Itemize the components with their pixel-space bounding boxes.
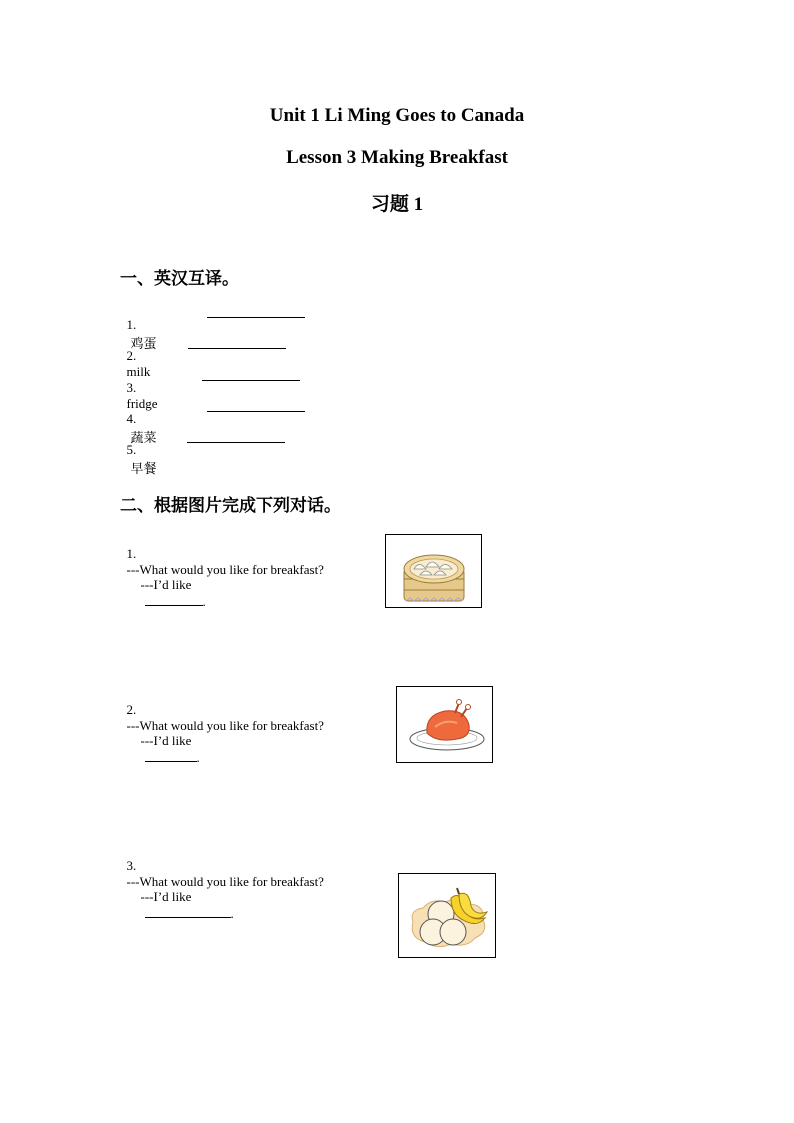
lesson-title: Lesson 3 Making Breakfast	[286, 147, 508, 168]
answer-blank-2[interactable]	[188, 336, 286, 349]
answer-blank-q1[interactable]	[145, 593, 203, 606]
question-number: 1.	[126, 546, 137, 561]
answer-blank-4[interactable]	[207, 399, 305, 412]
item-text: fridge	[126, 396, 158, 411]
answer-end: .	[196, 750, 200, 765]
answer-blank-q3[interactable]	[145, 905, 231, 918]
item-number: 2.	[126, 348, 137, 363]
question-number: 3.	[126, 858, 137, 873]
item-number: 5.	[126, 442, 137, 457]
answer-blank-1[interactable]	[207, 305, 305, 318]
item-number: 4.	[126, 411, 137, 426]
picture-bread-bananas	[398, 873, 496, 958]
picture-dumplings	[385, 534, 482, 608]
picture-roast-chicken	[396, 686, 493, 763]
question-text: ---What would you like for breakfast?	[126, 874, 324, 889]
answer-prefix: ---I’d like	[140, 577, 192, 592]
item-text: milk	[126, 364, 151, 379]
bread-bananas-icon	[399, 874, 497, 959]
roast-chicken-icon	[397, 687, 494, 764]
item-text: 早餐	[130, 461, 157, 476]
item-number: 3.	[126, 380, 137, 395]
question-text: ---What would you like for breakfast?	[126, 562, 324, 577]
dialogue-answer-1	[134, 561, 206, 610]
question-number: 2.	[126, 702, 137, 717]
answer-prefix: ---I’d like	[140, 889, 192, 904]
question-text: ---What would you like for breakfast?	[126, 718, 324, 733]
answer-blank-5[interactable]	[187, 430, 285, 443]
answer-blank-3[interactable]	[202, 368, 300, 381]
translation-item-5	[120, 426, 157, 477]
section1-heading: 一、英汉互译。	[120, 269, 239, 288]
answer-blank-q2[interactable]	[145, 749, 197, 762]
item-number: 1.	[126, 317, 137, 332]
answer-end: .	[230, 906, 234, 921]
exercise-title: 习题 1	[370, 194, 424, 215]
unit-title: Unit 1 Li Ming Goes to Canada	[269, 105, 525, 126]
answer-end: .	[202, 594, 206, 609]
steamer-dumplings-icon	[386, 535, 483, 609]
item-text: 蔬菜	[130, 430, 157, 445]
item-text: 鸡蛋	[130, 336, 157, 351]
dialogue-answer-2	[134, 717, 200, 766]
answer-prefix: ---I’d like	[140, 733, 192, 748]
dialogue-answer-3	[134, 873, 234, 922]
section2-heading: 二、根据图片完成下列对话。	[120, 496, 341, 515]
